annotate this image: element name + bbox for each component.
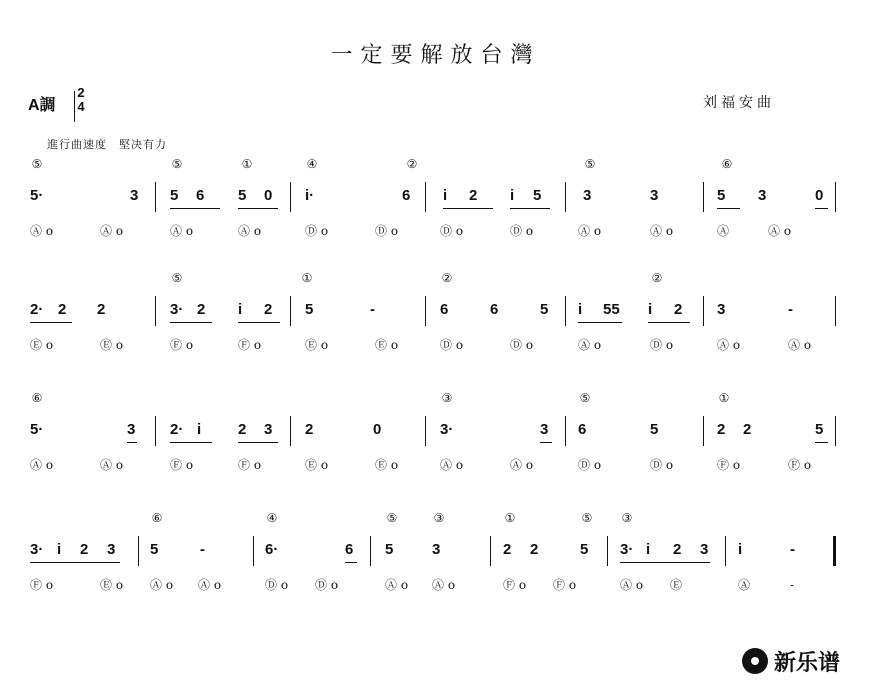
note: 2 bbox=[673, 541, 682, 558]
score-title: 一定要解放台灣 bbox=[330, 43, 541, 68]
chord-line bbox=[0, 578, 871, 598]
chord-symbol: Ⓕ o bbox=[553, 578, 577, 592]
beam-underline bbox=[443, 208, 493, 209]
chord-symbol: Ⓔ o bbox=[100, 578, 124, 592]
time-bottom: 4 bbox=[77, 99, 85, 114]
note: 5 bbox=[650, 421, 659, 438]
chord-symbol: Ⓔ o bbox=[305, 458, 329, 472]
hole-number: ⑥ bbox=[31, 391, 43, 405]
hole-number: ⑤ bbox=[171, 157, 183, 171]
chord-symbol: Ⓕ o bbox=[503, 578, 527, 592]
note: 3 bbox=[540, 421, 549, 438]
note: 0 bbox=[264, 187, 273, 204]
bar-line bbox=[425, 416, 426, 446]
note: 2 bbox=[717, 421, 726, 438]
fraction-line bbox=[74, 91, 75, 122]
chord-symbol: Ⓕ o bbox=[717, 458, 741, 472]
note: 2 bbox=[530, 541, 539, 558]
bar-line bbox=[155, 416, 156, 446]
note: 2· bbox=[30, 301, 44, 318]
beam-underline bbox=[578, 322, 622, 323]
note: i bbox=[738, 541, 743, 558]
chord-symbol: Ⓐ o bbox=[717, 338, 741, 352]
hole-number: ⑤ bbox=[584, 157, 596, 171]
beam-underline bbox=[170, 322, 212, 323]
note: 2 bbox=[743, 421, 752, 438]
note: 55 bbox=[603, 301, 620, 318]
hole-markers bbox=[0, 272, 871, 286]
chord-symbol: Ⓓ o bbox=[578, 458, 602, 472]
chord-symbol: Ⓐ o bbox=[768, 224, 792, 238]
hole-number: ③ bbox=[621, 511, 633, 525]
note: i bbox=[238, 301, 243, 318]
chord-symbol: Ⓕ o bbox=[238, 338, 262, 352]
chord-symbol: Ⓐ o bbox=[440, 458, 464, 472]
chord-symbol: Ⓔ bbox=[670, 578, 683, 592]
beam-underline bbox=[815, 442, 828, 443]
bar-line bbox=[370, 536, 371, 566]
note: 2· bbox=[170, 421, 184, 438]
chord-symbol: Ⓐ o bbox=[578, 224, 602, 238]
note: 2 bbox=[503, 541, 512, 558]
site-logo bbox=[742, 644, 862, 676]
note: 5 bbox=[540, 301, 549, 318]
chord-symbol: Ⓐ o bbox=[170, 224, 194, 238]
note: i bbox=[646, 541, 651, 558]
hole-number: ⑤ bbox=[581, 511, 593, 525]
hole-number: ② bbox=[441, 271, 453, 285]
note: 3 bbox=[127, 421, 136, 438]
chord-symbol: Ⓔ o bbox=[100, 338, 124, 352]
note: 3 bbox=[758, 187, 767, 204]
chord-symbol: Ⓔ o bbox=[375, 458, 399, 472]
chord-symbol: - bbox=[790, 578, 795, 592]
chord-symbol: Ⓔ o bbox=[305, 338, 329, 352]
bar-line bbox=[138, 536, 139, 566]
note: 2 bbox=[80, 541, 89, 558]
bar-line bbox=[725, 536, 726, 566]
hole-number: ② bbox=[406, 157, 418, 171]
chord-symbol: Ⓐ o bbox=[510, 458, 534, 472]
note: 6 bbox=[345, 541, 354, 558]
time-signature bbox=[74, 86, 88, 114]
note: 5· bbox=[30, 187, 44, 204]
bar-line bbox=[703, 296, 704, 326]
hole-number: ⑤ bbox=[31, 157, 43, 171]
bar-line bbox=[155, 296, 156, 326]
note: - bbox=[790, 541, 795, 558]
note: i· bbox=[305, 187, 315, 204]
beam-underline bbox=[238, 322, 280, 323]
bar-line bbox=[607, 536, 608, 566]
hole-markers bbox=[0, 512, 871, 526]
final-bar-line bbox=[833, 536, 836, 566]
beam-underline bbox=[717, 208, 740, 209]
chord-symbol: Ⓓ o bbox=[650, 338, 674, 352]
chord-symbol: Ⓓ o bbox=[440, 338, 464, 352]
beam-underline bbox=[30, 562, 120, 563]
score-row bbox=[0, 272, 871, 392]
note: 6 bbox=[402, 187, 411, 204]
beam-underline bbox=[238, 208, 278, 209]
note: 2 bbox=[674, 301, 683, 318]
note: 6 bbox=[490, 301, 499, 318]
note: 3· bbox=[440, 421, 454, 438]
bar-line bbox=[835, 182, 836, 212]
note: 3 bbox=[650, 187, 659, 204]
chord-symbol: Ⓐ o bbox=[432, 578, 456, 592]
chord-symbol: Ⓕ o bbox=[238, 458, 262, 472]
hole-number: ⑥ bbox=[151, 511, 163, 525]
bar-line bbox=[835, 296, 836, 326]
note: i bbox=[443, 187, 448, 204]
note: i bbox=[57, 541, 62, 558]
beam-underline bbox=[510, 208, 550, 209]
hole-number: ⑤ bbox=[579, 391, 591, 405]
bar-line bbox=[565, 182, 566, 212]
note: 3 bbox=[107, 541, 116, 558]
chord-symbol: Ⓕ o bbox=[788, 458, 812, 472]
chord-symbol: Ⓐ o bbox=[385, 578, 409, 592]
hole-number: ① bbox=[718, 391, 730, 405]
note: 3 bbox=[717, 301, 726, 318]
chord-symbol: Ⓕ o bbox=[170, 458, 194, 472]
note: 5 bbox=[815, 421, 824, 438]
bar-line bbox=[155, 182, 156, 212]
bar-line bbox=[290, 416, 291, 446]
hole-markers bbox=[0, 158, 871, 172]
score-row bbox=[0, 512, 871, 632]
note: 3 bbox=[583, 187, 592, 204]
beam-underline bbox=[170, 442, 212, 443]
note: 3 bbox=[130, 187, 139, 204]
chord-symbol: Ⓐ o bbox=[238, 224, 262, 238]
note: 3· bbox=[620, 541, 634, 558]
notes-line bbox=[0, 532, 871, 568]
chord-symbol: Ⓓ o bbox=[440, 224, 464, 238]
hole-markers bbox=[0, 392, 871, 406]
bar-line bbox=[290, 296, 291, 326]
note: 3 bbox=[264, 421, 273, 438]
hole-number: ④ bbox=[266, 511, 278, 525]
chord-symbol: Ⓔ o bbox=[375, 338, 399, 352]
note: 6 bbox=[196, 187, 205, 204]
note: 2 bbox=[197, 301, 206, 318]
chord-line bbox=[0, 338, 871, 358]
note: 6· bbox=[265, 541, 279, 558]
note: 5 bbox=[717, 187, 726, 204]
chord-symbol: Ⓕ o bbox=[30, 578, 54, 592]
note: 0 bbox=[373, 421, 382, 438]
chord-symbol: Ⓓ o bbox=[650, 458, 674, 472]
beam-underline bbox=[620, 562, 710, 563]
note: i bbox=[510, 187, 515, 204]
hole-number: ① bbox=[504, 511, 516, 525]
beam-underline bbox=[815, 208, 828, 209]
note: - bbox=[788, 301, 793, 318]
hole-number: ② bbox=[651, 271, 663, 285]
chord-symbol: Ⓓ o bbox=[265, 578, 289, 592]
note: 2 bbox=[97, 301, 106, 318]
beam-underline bbox=[127, 442, 137, 443]
chord-symbol: Ⓐ bbox=[717, 224, 730, 238]
chord-symbol: Ⓓ o bbox=[510, 338, 534, 352]
note: 5 bbox=[170, 187, 179, 204]
bar-line bbox=[425, 182, 426, 212]
note: 5 bbox=[238, 187, 247, 204]
bar-line bbox=[703, 416, 704, 446]
chord-symbol: Ⓐ o bbox=[650, 224, 674, 238]
note: 2 bbox=[238, 421, 247, 438]
bar-line bbox=[835, 416, 836, 446]
bar-line bbox=[565, 296, 566, 326]
hole-number: ⑤ bbox=[386, 511, 398, 525]
notes-line bbox=[0, 292, 871, 328]
beam-underline bbox=[30, 322, 72, 323]
note: i bbox=[197, 421, 202, 438]
hole-number: ① bbox=[241, 157, 253, 171]
chord-line bbox=[0, 458, 871, 478]
note: 6 bbox=[440, 301, 449, 318]
beam-underline bbox=[540, 442, 552, 443]
beam-underline bbox=[648, 322, 690, 323]
note: 2 bbox=[305, 421, 314, 438]
beam-underline bbox=[170, 208, 220, 209]
note: - bbox=[200, 541, 205, 558]
note: 5 bbox=[533, 187, 542, 204]
logo-text: 新乐谱 bbox=[774, 651, 841, 676]
note: 6 bbox=[578, 421, 587, 438]
bar-line bbox=[703, 182, 704, 212]
beam-underline bbox=[238, 442, 278, 443]
note: 0 bbox=[815, 187, 824, 204]
bar-line bbox=[565, 416, 566, 446]
notes-line bbox=[0, 178, 871, 214]
chord-symbol: Ⓐ o bbox=[578, 338, 602, 352]
hole-number: ⑥ bbox=[721, 157, 733, 171]
chord-symbol: Ⓐ o bbox=[620, 578, 644, 592]
chord-symbol: Ⓕ o bbox=[170, 338, 194, 352]
bar-line bbox=[253, 536, 254, 566]
note: 5 bbox=[305, 301, 314, 318]
note: 5 bbox=[385, 541, 394, 558]
chord-symbol: Ⓓ o bbox=[375, 224, 399, 238]
composer-credit: 刘福安曲 bbox=[703, 95, 775, 111]
note: 2 bbox=[58, 301, 67, 318]
note: 5· bbox=[30, 421, 44, 438]
chord-line bbox=[0, 224, 871, 244]
note: 3· bbox=[170, 301, 184, 318]
note: 2 bbox=[264, 301, 273, 318]
chord-symbol: Ⓐ o bbox=[150, 578, 174, 592]
time-top: 2 bbox=[77, 85, 85, 100]
score-row bbox=[0, 392, 871, 512]
chord-symbol: Ⓐ o bbox=[100, 224, 124, 238]
hole-number: ③ bbox=[441, 391, 453, 405]
bar-line bbox=[490, 536, 491, 566]
bar-line bbox=[425, 296, 426, 326]
note: i bbox=[578, 301, 583, 318]
chord-symbol: Ⓐ bbox=[738, 578, 751, 592]
chord-symbol: Ⓐ o bbox=[100, 458, 124, 472]
hole-number: ④ bbox=[306, 157, 318, 171]
note: 5 bbox=[580, 541, 589, 558]
hole-number: ⑤ bbox=[171, 271, 183, 285]
chord-symbol: Ⓐ o bbox=[788, 338, 812, 352]
notes-line bbox=[0, 412, 871, 448]
record-disc-icon bbox=[742, 648, 768, 674]
chord-symbol: Ⓐ o bbox=[30, 224, 54, 238]
bar-line bbox=[290, 182, 291, 212]
note: 5 bbox=[150, 541, 159, 558]
note: i bbox=[648, 301, 653, 318]
key-signature: A調 bbox=[28, 97, 56, 114]
note: - bbox=[370, 301, 375, 318]
note: 3 bbox=[700, 541, 709, 558]
chord-symbol: Ⓐ o bbox=[198, 578, 222, 592]
beam-underline bbox=[345, 562, 357, 563]
note: 3 bbox=[432, 541, 441, 558]
tempo-marking: 進行曲速度 堅决有力 bbox=[47, 138, 167, 151]
chord-symbol: Ⓓ o bbox=[305, 224, 329, 238]
chord-symbol: Ⓐ o bbox=[30, 458, 54, 472]
note: 2 bbox=[469, 187, 478, 204]
chord-symbol: Ⓓ o bbox=[510, 224, 534, 238]
score-row bbox=[0, 158, 871, 278]
hole-number: ① bbox=[301, 271, 313, 285]
chord-symbol: Ⓓ o bbox=[315, 578, 339, 592]
chord-symbol: Ⓔ o bbox=[30, 338, 54, 352]
note: 3· bbox=[30, 541, 44, 558]
hole-number: ③ bbox=[433, 511, 445, 525]
